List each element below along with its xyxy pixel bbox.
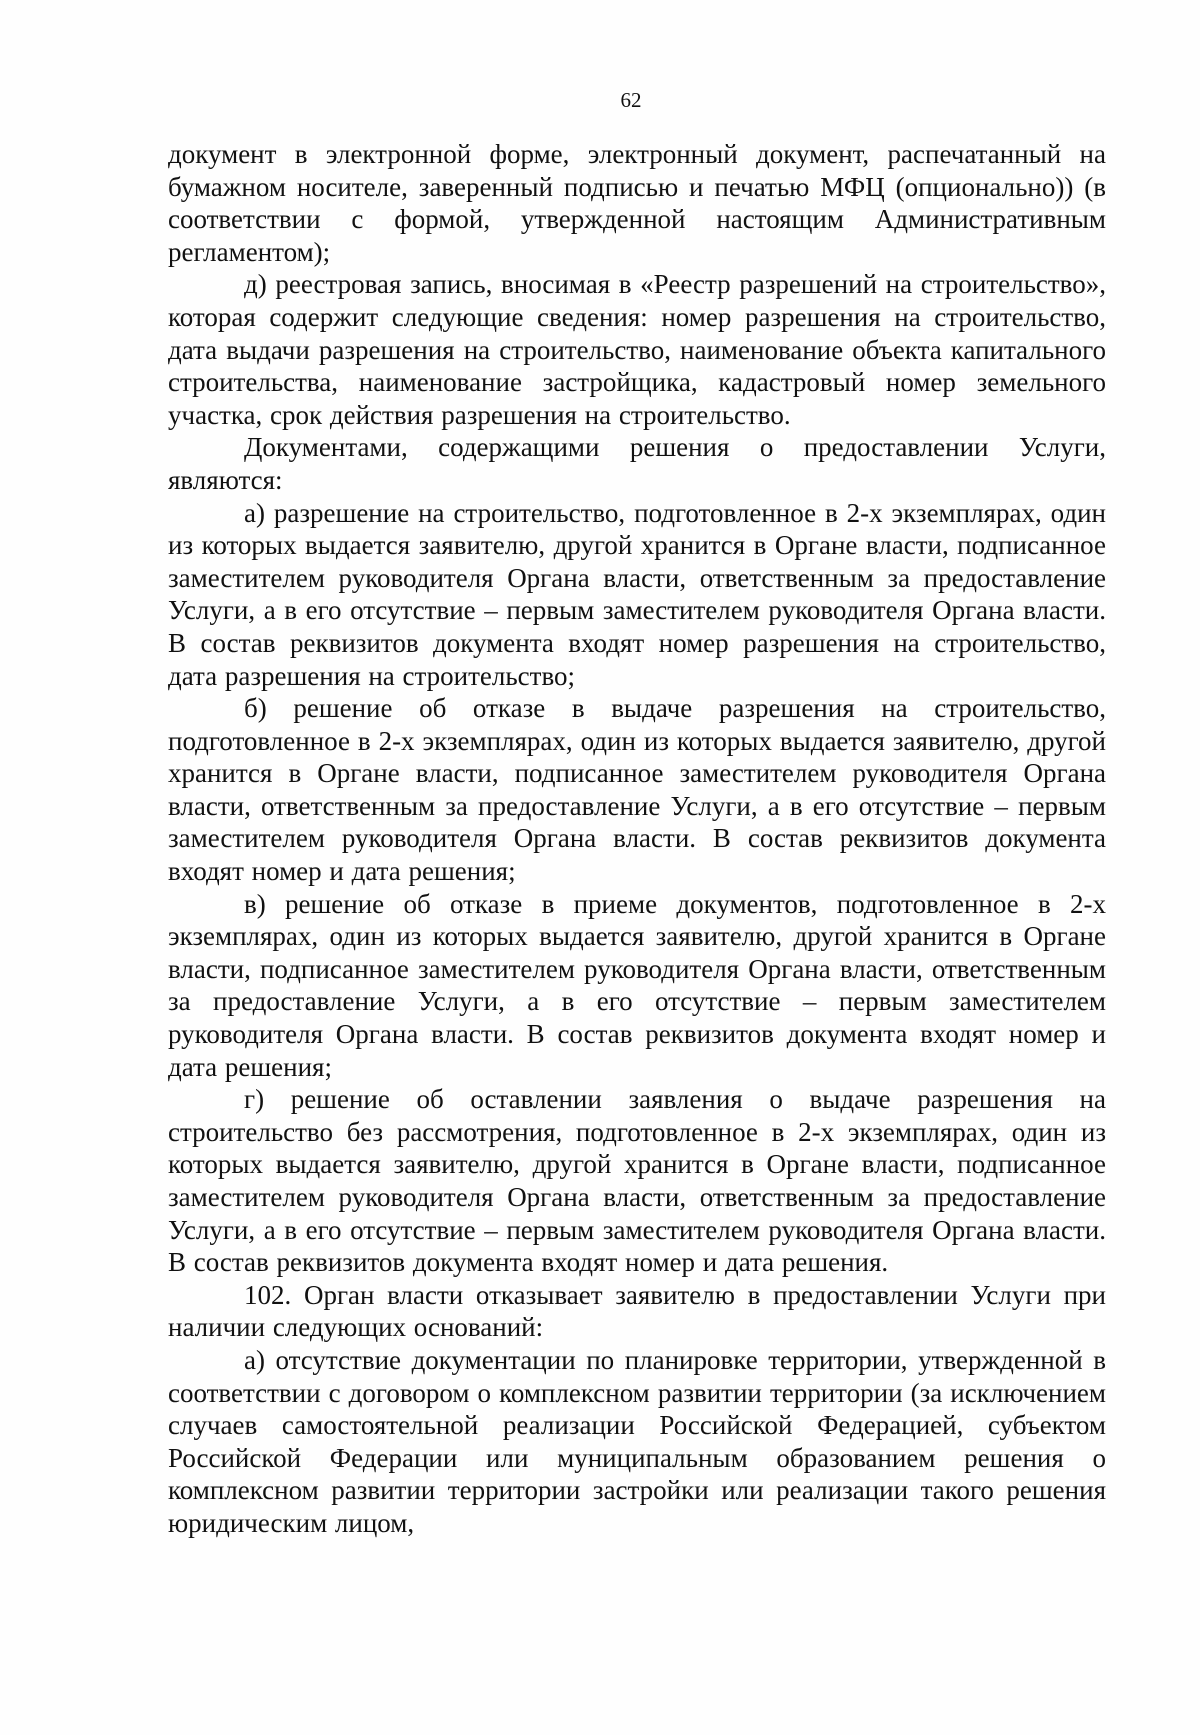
document-body — [168, 138, 1106, 1540]
page-number: 62 — [620, 88, 642, 112]
paragraph-item-v: в) решение об отказе в приеме документов, подготовленное в 2-х экземплярах, один из которых выдается заявителю, другой хранится в Органе власти, подписанное заместителем руководителя Органа власти, ответственным за предоставление Услуги, а в его отсутствие – первым заместителем руководителя Органа власти. В состав реквизитов документа входят номер и дата решения; — [168, 888, 1106, 1082]
paragraph-continuation: документ в электронной форме, электронный документ, распечатанный на бумажном носителе, заверенный подписью и печатью МФЦ (опционально)) (в соответствии с формой, утвержденной настоящим Административным регламентом); — [168, 139, 1106, 267]
paragraph-documents-intro: Документами, содержащими решения о предоставлении Услуги, являются: — [168, 432, 1106, 495]
paragraph-clause-102: 102. Орган власти отказывает заявителю в предоставлении Услуги при наличии следующих оснований: — [168, 1279, 1106, 1343]
paragraph-item-a: а) разрешение на строительство, подготовленное в 2-х экземплярах, один из которых выдается заявителю, другой хранится в Органе власти, подписанное заместителем руководителя Органа власти, ответственным за предоставление Услуги, а в его отсутствие – первым заместителем руководителя Органа власти. В состав реквизитов документа входят номер разрешения на строительство, дата разрешения на строительство; — [168, 497, 1106, 691]
paragraph-item-d: д) реестровая запись, вносимая в «Реестр разрешений на строительство», которая содержит следующие сведения: номер разрешения на строительство, дата выдачи разрешения на строительство, наименование объекта капитального строительства, наименование застройщика, кадастровый номер земельного участка, срок действия разрешения на строительство. — [168, 269, 1106, 430]
paragraph-clause-102-a: а) отсутствие документации по планировке территории, утвержденной в соответствии с договором о комплексном развитии территории (за исключением случаев самостоятельной реализации Российской Федерацией, субъектом Российской Федерации или муниципальным образованием решения о комплексном развитии территории застройки или реализации такого решения юридическим лицом, — [168, 1344, 1106, 1538]
paragraph-item-g: г) решение об оставлении заявления о выдаче разрешения на строительство без рассмотрения, подготовленное в 2-х экземплярах, один из которых выдается заявителю, другой хранится в Органе власти, подписанное заместителем руководителя Органа власти, ответственным за предоставление Услуги, а в его отсутствие – первым заместителем руководителя Органа власти. В состав реквизитов документа входят номер и дата решения. — [168, 1084, 1106, 1278]
paragraph-item-b: б) решение об отказе в выдаче разрешения на строительство, подготовленное в 2-х экземплярах, один из которых выдается заявителю, другой хранится в Органе власти, подписанное заместителем руководителя Органа власти, ответственным за предоставление Услуги, а в его отсутствие – первым заместителем руководителя Органа власти. В состав реквизитов документа входят номер и дата решения; — [168, 693, 1106, 887]
